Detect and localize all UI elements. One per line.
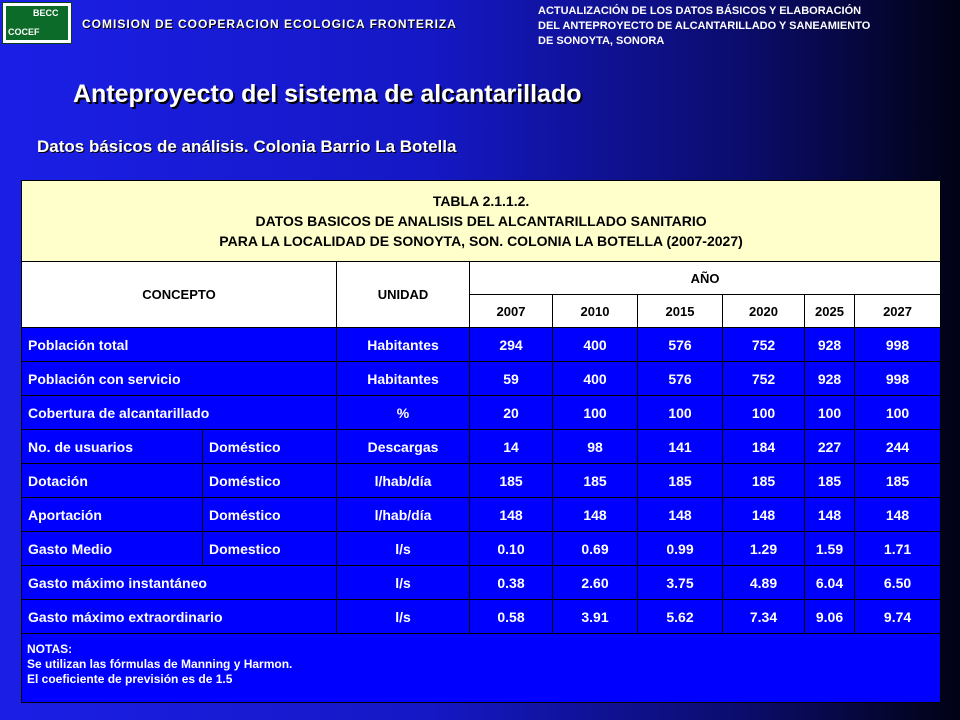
row-value: 752	[723, 362, 805, 396]
row-value: 752	[723, 328, 805, 362]
year-header: 2010	[553, 295, 638, 328]
row-value: 100	[723, 396, 805, 430]
row-value: 184	[723, 430, 805, 464]
row-unidad: l/hab/día	[337, 464, 470, 498]
row-value: 227	[805, 430, 855, 464]
column-header-unidad: UNIDAD	[337, 262, 470, 328]
project-note-line: DEL ANTEPROYECTO DE ALCANTARILLADO Y SANEAMIENTO	[538, 20, 871, 32]
table-row	[22, 498, 941, 532]
table-row	[22, 600, 941, 634]
row-value: 148	[470, 498, 553, 532]
cocef-logo	[2, 2, 72, 44]
year-header: 2020	[723, 295, 805, 328]
table-row	[22, 328, 941, 362]
row-value: 185	[855, 464, 941, 498]
row-value: 4.89	[723, 566, 805, 600]
row-value: 59	[470, 362, 553, 396]
row-value: 6.04	[805, 566, 855, 600]
row-value: 400	[553, 328, 638, 362]
row-value: 0.58	[470, 600, 553, 634]
row-unidad: l/hab/día	[337, 498, 470, 532]
table-row	[22, 464, 941, 498]
row-value: 998	[855, 362, 941, 396]
table-caption-line: TABLA 2.1.1.2.	[432, 193, 530, 209]
table-row	[22, 430, 941, 464]
row-concepto: Gasto Medio	[22, 532, 203, 566]
row-value: 98	[553, 430, 638, 464]
table-caption	[22, 181, 941, 262]
row-unidad: l/s	[337, 532, 470, 566]
table-notes	[22, 634, 941, 703]
note-line: Se utilizan las fórmulas de Manning y Harmon.	[27, 657, 293, 671]
slide-title: Anteproyecto del sistema de alcantarillado	[73, 80, 582, 108]
row-value: 576	[638, 362, 723, 396]
year-header: 2015	[638, 295, 723, 328]
row-value: 100	[805, 396, 855, 430]
row-value: 9.74	[855, 600, 941, 634]
column-header-anio: AÑO	[470, 262, 941, 295]
year-header: 2025	[805, 295, 855, 328]
row-concepto: Población total	[22, 328, 337, 362]
row-value: 576	[638, 328, 723, 362]
row-value: 928	[805, 328, 855, 362]
column-header-concepto: CONCEPTO	[22, 262, 337, 328]
row-tipo: Doméstico	[203, 464, 337, 498]
row-value: 3.91	[553, 600, 638, 634]
row-concepto: No. de usuarios	[22, 430, 203, 464]
row-unidad: Habitantes	[337, 328, 470, 362]
row-value: 294	[470, 328, 553, 362]
row-value: 0.10	[470, 532, 553, 566]
row-unidad: Habitantes	[337, 362, 470, 396]
row-unidad: %	[337, 396, 470, 430]
row-value: 20	[470, 396, 553, 430]
row-value: 185	[638, 464, 723, 498]
logo-text-cocef: COCEF	[8, 27, 40, 37]
row-value: 0.69	[553, 532, 638, 566]
row-value: 9.06	[805, 600, 855, 634]
note-line: NOTAS:	[27, 642, 73, 656]
row-unidad: Descargas	[337, 430, 470, 464]
row-value: 141	[638, 430, 723, 464]
row-tipo: Doméstico	[203, 498, 337, 532]
row-concepto: Gasto máximo extraordinario	[22, 600, 337, 634]
row-concepto: Gasto máximo instantáneo	[22, 566, 337, 600]
table-row	[22, 362, 941, 396]
row-concepto: Cobertura de alcantarillado	[22, 396, 337, 430]
row-value: 2.60	[553, 566, 638, 600]
row-value: 0.38	[470, 566, 553, 600]
row-value: 1.59	[805, 532, 855, 566]
row-value: 148	[553, 498, 638, 532]
table-row	[22, 532, 941, 566]
row-value: 185	[470, 464, 553, 498]
row-concepto: Población con servicio	[22, 362, 337, 396]
row-value: 5.62	[638, 600, 723, 634]
row-value: 1.71	[855, 532, 941, 566]
slide-subtitle: Datos básicos de análisis. Colonia Barrio La Botella	[37, 137, 457, 156]
row-value: 0.99	[638, 532, 723, 566]
table-row	[22, 396, 941, 430]
organization-name: COMISION DE COOPERACION ECOLOGICA FRONTERIZA	[82, 17, 457, 31]
row-value: 100	[855, 396, 941, 430]
row-value: 244	[855, 430, 941, 464]
row-value: 100	[553, 396, 638, 430]
row-value: 185	[553, 464, 638, 498]
row-concepto: Dotación	[22, 464, 203, 498]
row-unidad: l/s	[337, 600, 470, 634]
row-tipo: Domestico	[203, 532, 337, 566]
project-note	[538, 4, 956, 49]
year-header: 2007	[470, 295, 553, 328]
row-value: 185	[723, 464, 805, 498]
row-value: 1.29	[723, 532, 805, 566]
row-value: 185	[805, 464, 855, 498]
table-row	[22, 566, 941, 600]
row-value: 148	[855, 498, 941, 532]
row-value: 148	[723, 498, 805, 532]
row-value: 928	[805, 362, 855, 396]
row-value: 148	[805, 498, 855, 532]
row-value: 998	[855, 328, 941, 362]
project-note-line: DE SONOYTA, SONORA	[538, 35, 665, 47]
row-value: 14	[470, 430, 553, 464]
row-value: 400	[553, 362, 638, 396]
year-header: 2027	[855, 295, 941, 328]
note-line: El coeficiente de previsión es de 1.5	[27, 672, 233, 686]
row-value: 3.75	[638, 566, 723, 600]
row-unidad: l/s	[337, 566, 470, 600]
table-caption-line: PARA LA LOCALIDAD DE SONOYTA, SON. COLONIA LA BOTELLA (2007-2027)	[219, 233, 743, 249]
row-value: 6.50	[855, 566, 941, 600]
table-caption-line: DATOS BASICOS DE ANALISIS DEL ALCANTARILLADO SANITARIO	[255, 213, 707, 229]
row-tipo: Doméstico	[203, 430, 337, 464]
row-concepto: Aportación	[22, 498, 203, 532]
row-value: 7.34	[723, 600, 805, 634]
logo-text-becc: BECC	[33, 8, 59, 18]
data-table	[21, 180, 941, 703]
row-value: 148	[638, 498, 723, 532]
project-note-line: ACTUALIZACIÓN DE LOS DATOS BÁSICOS Y ELABORACIÓN	[538, 5, 862, 17]
row-value: 100	[638, 396, 723, 430]
